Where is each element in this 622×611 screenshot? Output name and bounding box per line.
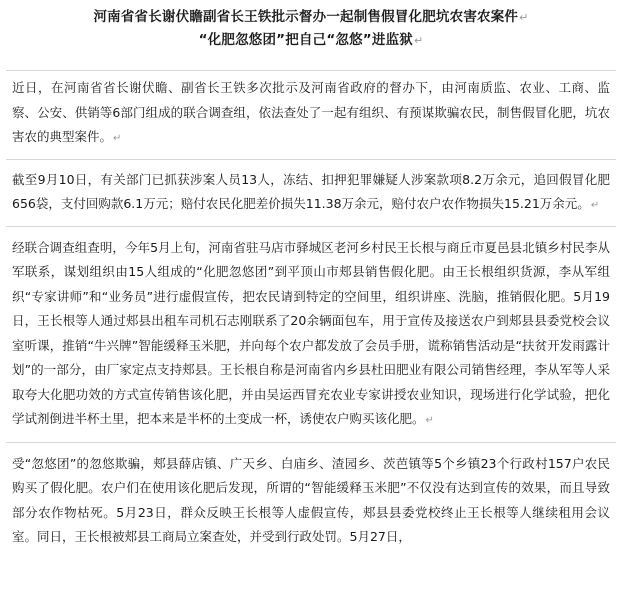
paragraph-4-text: 受“忽悠团”的忽悠欺骗，郏县薛店镇、广天乡、白庙乡、渣园乡、茨芭镇等5个乡镇23个行政村157户农民购买了假化肥。农户们在使用该化肥后发现，所谓的“智能缓释玉米肥”不仅没有达到宣传的效果，而且导致部分农作物枯死。5月23日，群众反映王长根等人虚假宣传，郏县县委党校终止王长根等人继续租用会议室。同日，王长根被郏县工商局立案查处，并受到行政处罚。5月27日， bbox=[12, 455, 610, 544]
headline-line-1-text: 河南省省长谢伏瞻副省长王铁批示督办一起制售假冒化肥坑农害农案件 bbox=[93, 9, 519, 25]
paragraph-mark: ↵ bbox=[413, 34, 424, 47]
paragraph-mark: ↵ bbox=[425, 415, 434, 426]
paragraph-3-text: 经联合调查组查明，今年5月上旬，河南省驻马店市驿城区老河乡村民王长根与商丘市夏邑县北镇乡村民李从军联系，谋划组织由15人组成的“化肥忽悠团”到平顶山市郏县销售假化肥。由王长根组织货源，李从军组织“专家讲师”和“业务员”进行虚假宣传，把农民请到特定的空间里，组织讲座、洗脑，推销假化肥。5月19日，王长根等人通过郏县出租车司机石志刚联系了20余辆面包车，用于宣传及接送农户到郏县县委党校会议室听课，推销“牛兴牌”智能缓释玉米肥，并向每个农户都发放了会员手册，谎称销售活动是“扶贫开发雨露计划”的一部分，由厂家定点支持郏县。王长根自称是河南省内乡县杜田肥业有限公司销售经理，李从军等人采取夸大化肥功效的方式宣传销售该化肥，并由吴运西冒充农业专家讲授农业知识，现场进行化学试验，把化学试剂倒进半杯土里，把本来是半杯的土变成一杯，诱使农户购买该化肥。 bbox=[12, 239, 610, 426]
paragraph-4 bbox=[6, 442, 616, 550]
paragraph-3 bbox=[6, 226, 616, 442]
paragraph-2-text: 截至9月10日，有关部门已抓获涉案人员13人，冻结、扣押犯罪嫌疑人涉案款项8.2万余元，追回假冒化肥656袋，支付回购款6.1万元；赔付农民化肥差价损失11.38万余元，赔付农户农作物损失15.21万余元。 bbox=[12, 171, 610, 211]
paragraph-1 bbox=[6, 70, 616, 159]
headline-line-2 bbox=[6, 29, 616, 52]
paragraph-mark: ↵ bbox=[590, 200, 600, 211]
paragraph-1-text: 近日，在河南省省长谢伏瞻、副省长王铁多次批示及河南省政府的督办下，由河南质监、农业、工商、监察、公安、供销等6部门组成的联合调查组，依法查处了一起有组织、有预谋欺骗农民，制售假冒化肥，坑农害农的典型案件。 bbox=[12, 80, 610, 144]
paragraph-2 bbox=[6, 159, 616, 226]
headline-line-1 bbox=[6, 6, 616, 29]
paragraph-mark: ↵ bbox=[519, 11, 529, 24]
paragraph-mark: ↵ bbox=[113, 133, 122, 144]
headline-line-2-text: “化肥忽悠团”把自己“忽悠”进监狱 bbox=[198, 32, 413, 48]
